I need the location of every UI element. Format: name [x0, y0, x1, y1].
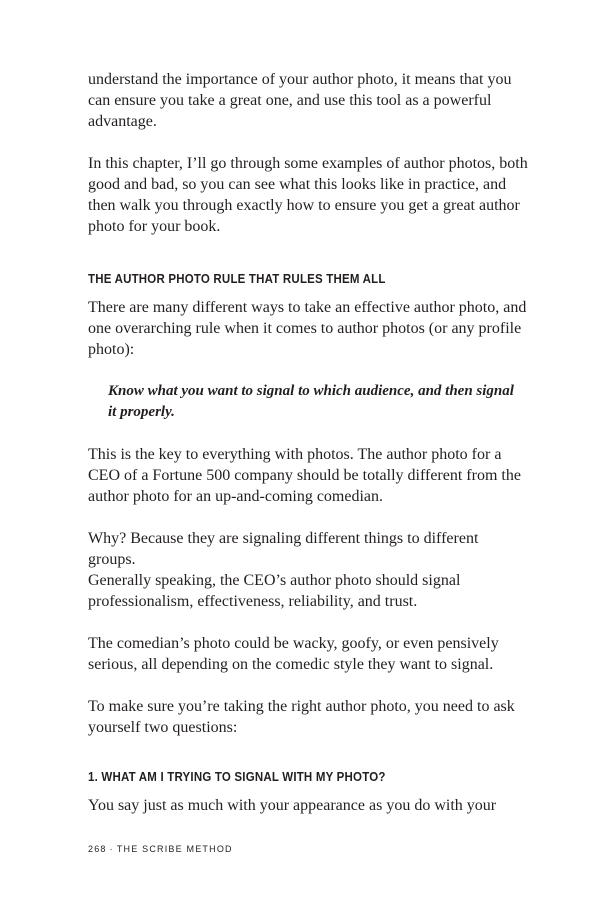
- paragraph-questions: To make sure you’re taking the right author photo, you need to ask yourself two questions:: [88, 698, 515, 736]
- page-number: 268: [88, 844, 107, 854]
- paragraph-why: Why? Because they are signaling different things to different groups.: [88, 530, 479, 568]
- section-heading: THE AUTHOR PHOTO RULE THAT RULES THEM ALL: [88, 273, 386, 287]
- footer-separator: ·: [109, 844, 114, 854]
- paragraph-intro-continued: understand the importance of your author photo, it means that you can ensure you take a great one, and use this tool as a powerful advantage.: [88, 71, 512, 130]
- paragraph-chapter-overview: In this chapter, I’ll go through some examples of author photos, both good and bad, so you can see what this looks like in practice, and then walk you through exactly how to ensure you get a great author photo for your book.: [88, 155, 528, 235]
- page-footer: [88, 844, 233, 854]
- subsection-heading: 1. WHAT AM I TRYING TO SIGNAL WITH MY PHOTO?: [88, 771, 386, 785]
- paragraph-rule-intro: There are many different ways to take an effective author photo, and one overarching rule when it comes to author photos (or any profile photo):: [88, 299, 527, 358]
- paragraph-comedian: The comedian’s photo could be wacky, goofy, or even pensively serious, all depending on the comedic style they want to signal.: [88, 635, 499, 673]
- paragraph-ceo: Generally speaking, the CEO’s author photo should signal professionalism, effectiveness, reliability, and trust.: [88, 572, 461, 610]
- paragraph-key: This is the key to everything with photos. The author photo for a CEO of a Fortune 500 company should be totally different from the author photo for an up-and-coming comedian.: [88, 446, 521, 505]
- running-title: THE SCRIBE METHOD: [116, 844, 233, 854]
- rule-quote: Know what you want to signal to which audience, and then signal it properly.: [108, 383, 514, 420]
- paragraph-appearance: You say just as much with your appearance as you do with your: [88, 797, 497, 814]
